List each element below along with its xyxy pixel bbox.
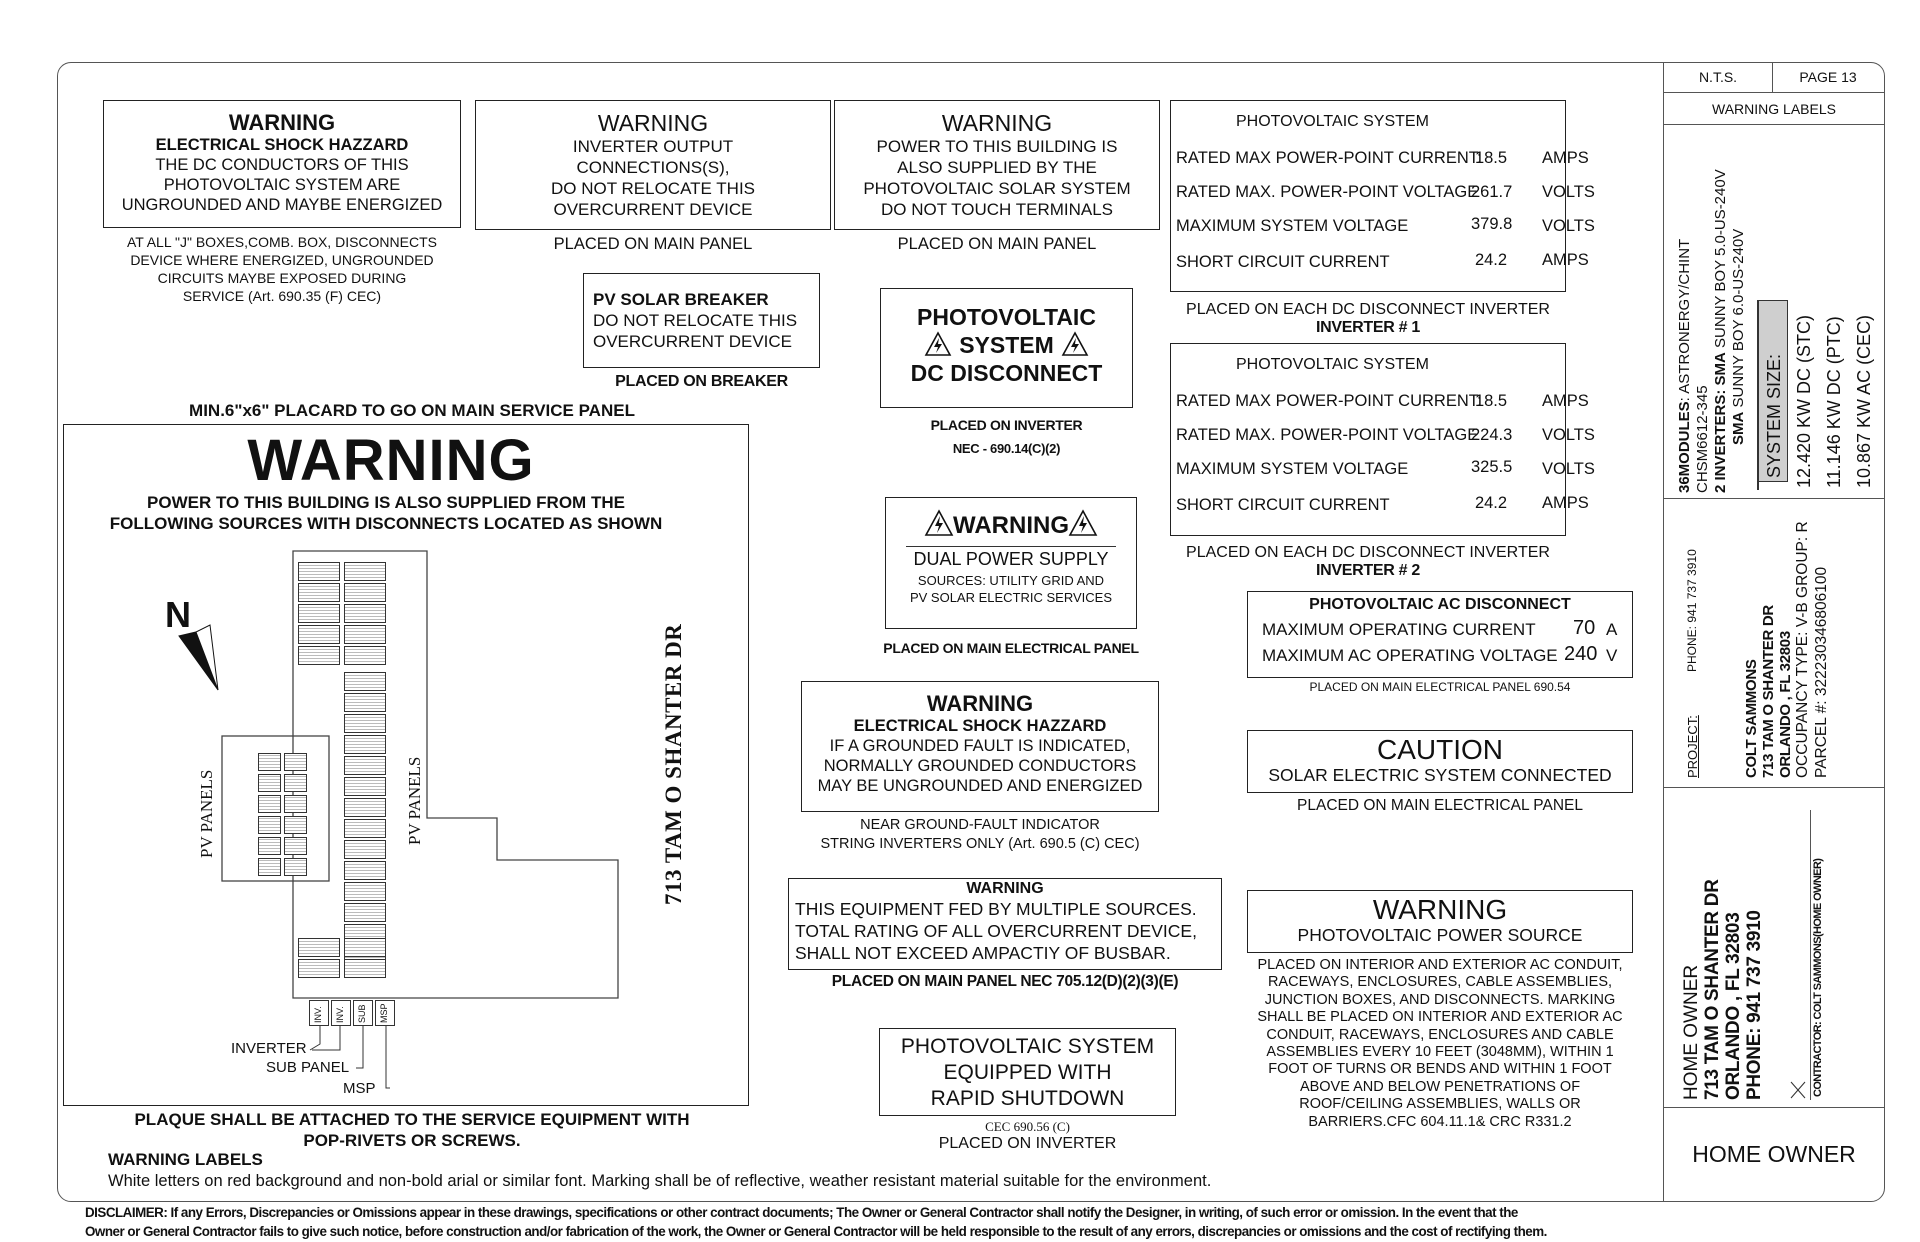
solar-panel [284, 816, 307, 834]
lightning-warning-icon [925, 332, 951, 356]
solar-panel [344, 777, 386, 796]
equip-inverter-2: INV. [331, 1000, 351, 1026]
solar-panel [344, 625, 386, 644]
equipment-group [309, 1000, 401, 1026]
size-ptc: 11.146 KW DC (PTC) [1824, 316, 1844, 488]
parcel-number: PARCEL #: 322230346806100 [1813, 566, 1830, 778]
rapid-shutdown-code: CEC 690.56 (C) [985, 1119, 1070, 1134]
pv1-row: RATED MAX. POWER-POINT VOLTAGE 261.7 VOLTS [1176, 183, 1595, 201]
label-multiple-sources: WARNING THIS EQUIPMENT FED BY MULTIPLE SOURCES. TOTAL RATING OF ALL OVERCURRENT DEVICE, SHALL NOT EXCEED AMPACTIY OF BUSBAR. [788, 878, 1222, 970]
placard-footer-2: POP-RIVETS OR SCREWS. [303, 1131, 521, 1150]
equipment-leaders [0, 0, 1, 1]
contractor-divider [1810, 810, 1811, 1100]
system-size-label: SYSTEM SIZE: [1764, 353, 1784, 478]
inverter-callout: INVERTER [231, 1040, 307, 1057]
placard-main: WARNING POWER TO THIS BUILDING IS ALSO SUPPLIED FROM THE FOLLOWING SOURCES WITH DISCONNECTS LOCATED AS SHOWN [63, 424, 749, 1106]
pv2-placed: PLACED ON EACH DC DISCONNECT INVERTER [1186, 544, 1550, 561]
multiple-sources-placed: PLACED ON MAIN PANEL NEC 705.12(D)(2)(3)(E) [831, 973, 1179, 990]
ac-disconnect-placed: PLACED ON MAIN ELECTRICAL PANEL 690.54 [1309, 680, 1571, 694]
disclaimer-line-1: DISCLAIMER: If any Errors, Discrepancies or Omissions appear in these drawings, specifications or other contract documents; The Owner or General Contractor shall notify the Designer, in writing, of such error or omission. In the event that the [85, 1205, 1518, 1220]
pv-panels-right-label: PV PANELS [405, 756, 424, 845]
lightning-warning-icon [1069, 510, 1097, 536]
solar-panel [298, 646, 340, 665]
solar-panel [344, 798, 386, 817]
signature-mark-icon [1789, 1080, 1809, 1100]
pv1-placed: PLACED ON EACH DC DISCONNECT INVERTER [1186, 301, 1550, 318]
pv1-row: SHORT CIRCUIT CURRENT 24.2 AMPS [1176, 251, 1589, 271]
label-dual-power: WARNING DUAL POWER SUPPLY SOURCES: UTILITY GRID AND PV SOLAR ELECTRIC SERVICES [885, 497, 1137, 629]
disclaimer-line-2: Owner or General Contractor fails to give such notice, before construction and/or fabrication of the work, the Owner or General Contractor will be held responsible to the result of any errors, discrepancies or omissions and the cost of rectifying them. [85, 1224, 1547, 1239]
solar-panel [344, 938, 386, 957]
owner-label: HOME OWNER [1681, 964, 1702, 1100]
solar-panel [298, 625, 340, 644]
inverter-output-placed: PLACED ON MAIN PANEL [553, 235, 753, 253]
home-owner-label: HOME OWNER [1692, 1141, 1856, 1167]
solar-panel [258, 816, 281, 834]
label-caution: CAUTION SOLAR ELECTRIC SYSTEM CONNECTED [1247, 730, 1633, 793]
pv-panels-left-label: PV PANELS [197, 769, 216, 858]
label-power-supplied: WARNING POWER TO THIS BUILDING IS ALSO SUPPLIED BY THE PHOTOVOLTAIC SOLAR SYSTEM DO NOT TOUCH TERMINALS [834, 100, 1160, 230]
dual-power-placed: PLACED ON MAIN ELECTRICAL PANEL [883, 640, 1139, 656]
shock-note: AT ALL "J" BOXES,COMB. BOX, DISCONNECTS DEVICE WHERE ENERGIZED, UNGROUNDED CIRCUITS MAYBE EXPOSED DURING SERVICE (Art. 690.35 (F) CEC) [127, 234, 437, 304]
solar-panel [344, 583, 386, 602]
street-label: 713 TAM O SHANTER DR [661, 623, 686, 905]
pv1-row: RATED MAX POWER-POINT CURRENT: 18.5 AMPS [1176, 149, 1589, 167]
solar-panel [344, 562, 386, 581]
breaker-placed: PLACED ON BREAKER [615, 373, 788, 390]
solar-panel [344, 819, 386, 838]
solar-panel [258, 837, 281, 855]
solar-panel [284, 753, 307, 771]
label-pv-power-source: WARNING PHOTOVOLTAIC POWER SOURCE [1247, 890, 1633, 953]
north-label: N [165, 594, 191, 635]
page-number: PAGE 13 [1799, 69, 1857, 85]
label-pv-system-1: PHOTOVOLTAIC SYSTEM RATED MAX POWER-POINT CURRENT: 18.5 AMPS RATED MAX. POWER-POINT VOLTAGE 261.7 VOLTS MAXIMUM SYSTEM VOLTAGE 379.8 VOLTS SHORT CIRCUIT CURRENT 24.2 AMPS [1170, 100, 1566, 292]
project-city: ORLANDO , FL 32803 [1777, 631, 1794, 778]
solar-panel [344, 959, 386, 978]
pv2-inverter: INVERTER # 2 [1316, 562, 1420, 579]
solar-panel [344, 756, 386, 775]
sub-panel-callout: SUB PANEL [266, 1059, 350, 1076]
label-title: WARNING [228, 110, 336, 135]
solar-panel [344, 604, 386, 623]
power-supplied-placed: PLACED ON MAIN PANEL [897, 235, 1097, 253]
nts-label: N.T.S. [1698, 69, 1738, 85]
equip-inverter-1: INV. [309, 1000, 329, 1026]
pv2-row: RATED MAX. POWER-POINT VOLTAGE 224.3 VOLTS [1176, 426, 1595, 444]
sheet-title: WARNING LABELS [1712, 101, 1836, 117]
solar-panel [298, 959, 340, 978]
solar-panel [284, 795, 307, 813]
label-title: WARNING [941, 110, 1053, 136]
solar-panel [344, 861, 386, 880]
placard-heading: MIN.6"x6" PLACARD TO GO ON MAIN SERVICE PANEL [189, 401, 635, 420]
msp-callout: MSP [343, 1080, 376, 1097]
ground-fault-note: NEAR GROUND-FAULT INDICATOR STRING INVERTERS ONLY (Art. 690.5 (C) CEC) [820, 817, 1140, 852]
placard-footer-1: PLAQUE SHALL BE ATTACHED TO THE SERVICE EQUIPMENT WITH [134, 1110, 690, 1129]
solar-panel [258, 753, 281, 771]
project-address: 713 TAM O SHANTER DR [1760, 605, 1777, 778]
rapid-shutdown-placed: PLACED ON INVERTER [938, 1135, 1117, 1152]
solar-panel [344, 903, 386, 922]
modules-model: CHSM6612-345 [1694, 385, 1711, 493]
label-pv-solar-breaker: PV SOLAR BREAKER DO NOT RELOCATE THIS OVERCURRENT DEVICE [583, 273, 820, 368]
solar-panel [344, 672, 386, 691]
label-shock-hazzard: WARNING ELECTRICAL SHOCK HAZZARD THE DC CONDUCTORS OF THIS PHOTOVOLTAIC SYSTEM ARE UNGROUNDED AND MAYBE ENERGIZED [103, 100, 461, 228]
solar-panel [258, 774, 281, 792]
label-title: WARNING [597, 110, 709, 136]
solar-panel [284, 837, 307, 855]
solar-panel [344, 693, 386, 712]
owner-city: ORLANDO , FL 32803 [1723, 912, 1744, 1100]
solar-panel [344, 840, 386, 859]
solar-panel [344, 735, 386, 754]
placard-title: WARNING [247, 428, 535, 493]
solar-panel [258, 858, 281, 876]
solar-panel [344, 646, 386, 665]
equip-msp: MSP [375, 1000, 395, 1026]
size-cec: 10.867 KW AC (CEC) [1854, 314, 1874, 488]
notes-heading: WARNING LABELS [108, 1150, 263, 1169]
solar-panel [258, 795, 281, 813]
label-pv-dc-disconnect: PHOTOVOLTAIC SYSTEM DC DISCONNECT [880, 288, 1133, 408]
pv-source-notes: PLACED ON INTERIOR AND EXTERIOR AC CONDUIT, RACEWAYS, ENCLOSURES, CABLE ASSEMBLIES, JUNCTION BOXES, AND DISCONNECTS. MARKING SHALL BE PLACED ON INTERIOR AND EXTERIOR AC CONDUIT, RACEWAYS, ENCLOSURES AND CABLE ASSEMBLIES EVERY 10 FEET (3048MM), WITHIN 1 FOOT OF TURNS OR BENDS AND WITHIN 1 FOOT ABOVE AND BELOW PENETRATIONS OF ROOF/CEILING ASSEMBLIES, WALLS OR BARRIERS.CFC 604.11.1& CRC R331.2 [1257, 957, 1623, 1130]
pv1-row: MAXIMUM SYSTEM VOLTAGE 379.8 VOLTS [1176, 215, 1595, 235]
solar-panel [344, 882, 386, 901]
label-pv-system-2: PHOTOVOLTAIC SYSTEM RATED MAX POWER-POINT CURRENT: 18.5 AMPS RATED MAX. POWER-POINT VOLTAGE 224.3 VOLTS MAXIMUM SYSTEM VOLTAGE 325.5 VOLTS SHORT CIRCUIT CURRENT 24.2 AMPS [1170, 343, 1566, 536]
project-name: COLT SAMMONS [1743, 659, 1760, 778]
dc-disconnect-placed: PLACED ON INVERTER [930, 417, 1083, 433]
inverters-line: 2 INVERTERS: SMA SUNNY BOY 5.0-US-240V [1712, 169, 1729, 493]
pv1-inverter: INVERTER # 1 [1316, 319, 1420, 336]
owner-phone: PHONE: 941 737 3910 [1744, 910, 1765, 1100]
solar-panel [298, 583, 340, 602]
lightning-warning-icon [1062, 332, 1088, 356]
modules-line: 36MODULES: ASTRONERGY/CHINT [1676, 238, 1693, 493]
solar-array-left [258, 753, 309, 870]
project-label: PROJECT: [1685, 715, 1700, 778]
label-inverter-output: WARNING INVERTER OUTPUT CONNECTIONS(S), DO NOT RELOCATE THIS OVERCURRENT DEVICE [475, 100, 831, 230]
project-phone: PHONE: 941 737 3910 [1685, 549, 1699, 672]
inverter2-line: SMA SUNNY BOY 6.0-US-240V [1730, 228, 1747, 445]
dc-disconnect-code: NEC - 690.14(C)(2) [952, 441, 1061, 456]
solar-panel [298, 604, 340, 623]
solar-panel [298, 562, 340, 581]
label-ground-fault: WARNING ELECTRICAL SHOCK HAZZARD IF A GROUNDED FAULT IS INDICATED, NORMALLY GROUNDED CONDUCTORS MAY BE UNGROUNDED AND ENERGIZED [801, 681, 1159, 812]
solar-array-main [298, 562, 390, 978]
contractor-line: CONTRACTOR: COLT SAMMONS(HOME OWNER) [1812, 858, 1824, 1097]
occupancy-type: OCCUPANCY TYPE: V-B GROUP: R [1794, 521, 1811, 778]
label-rapid-shutdown: PHOTOVOLTAIC SYSTEM EQUIPPED WITH RAPID SHUTDOWN [879, 1028, 1176, 1116]
lightning-warning-icon [925, 510, 953, 536]
pv2-row: RATED MAX POWER-POINT CURRENT: 18.5 AMPS [1176, 392, 1589, 410]
label-ac-disconnect: PHOTOVOLTAIC AC DISCONNECT MAXIMUM OPERATING CURRENT 70 A MAXIMUM AC OPERATING VOLTAGE 240 V [1247, 591, 1633, 678]
pv2-row: MAXIMUM SYSTEM VOLTAGE 325.5 VOLTS [1176, 458, 1595, 478]
notes-text: White letters on red background and non-bold arial or similar font. Marking shall be of reflective, weather resistant material suitable for the environment. [108, 1172, 1212, 1190]
solar-panel [284, 858, 307, 876]
solar-panel [298, 938, 340, 957]
pv2-row: SHORT CIRCUIT CURRENT 24.2 AMPS [1176, 494, 1589, 514]
solar-panel [344, 714, 386, 733]
solar-panel [284, 774, 307, 792]
equip-sub-panel: SUB [353, 1000, 373, 1026]
caution-placed: PLACED ON MAIN ELECTRICAL PANEL [1297, 797, 1583, 814]
label-title: WARNING [926, 691, 1034, 716]
size-stc: 12.420 KW DC (STC) [1794, 314, 1814, 488]
owner-address: 713 TAM O SHANTER DR [1702, 879, 1723, 1100]
